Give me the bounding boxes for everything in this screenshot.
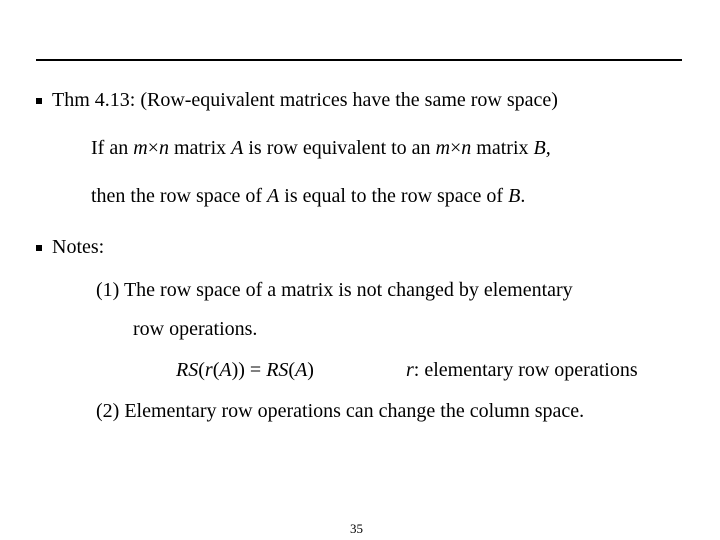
top-divider-line xyxy=(36,59,682,61)
row-space-formula: RS(r(A)) = RS(A) xyxy=(176,359,314,381)
theorem-heading: Thm 4.13: (Row-equivalent matrices have the same row space) xyxy=(52,89,558,111)
theorem-statement-line-2: then the row space of A is equal to the row space of B. xyxy=(91,185,526,207)
note-2: (2) Elementary row operations can change the column space. xyxy=(96,400,585,422)
bullet-theorem xyxy=(36,98,42,104)
note-1-line-1: (1) The row space of a matrix is not changed by elementary xyxy=(96,279,573,301)
note-1-line-2: row operations. xyxy=(133,318,258,340)
bullet-notes xyxy=(36,245,42,251)
notes-heading: Notes: xyxy=(52,236,105,258)
formula-legend: r: elementary row operations xyxy=(406,359,638,381)
theorem-statement-line-1: If an m×n matrix A is row equivalent to an m×n matrix B, xyxy=(91,137,551,159)
page-number: 35 xyxy=(350,521,363,536)
